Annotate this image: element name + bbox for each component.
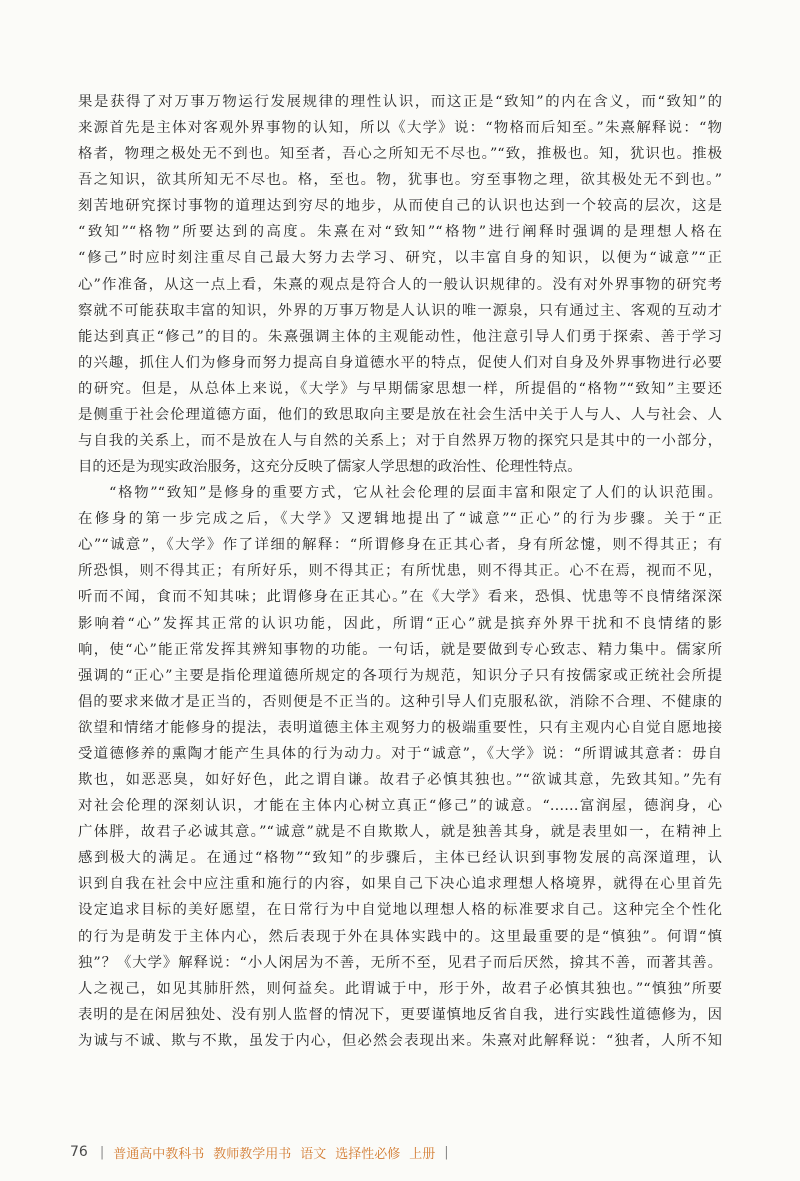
text-line: 心”“诚意”，《大学》作了详细的解释：“所谓修身在正其心者，身有所忿懥，则不得其正；有: [78, 537, 722, 554]
text-line: 影响着“心”发挥其正常的认识功能，因此，所谓“正心”就是摈弃外界干扰和不良情绪的影: [78, 615, 722, 632]
text-line: 能达到真正“修己”的目的。朱熹强调主体的主观能动性，他注意引导人们勇于探索、善于学习: [78, 328, 722, 345]
text-line: 识到自我在社会中应注重和施行的内容，如果自己下决心追求理想人格境界，就得在心里首先: [78, 876, 722, 893]
text-line: 欲望和情绪才能修身的提法，表明道德主体主观努力的极端重要性，只有主观内心自觉自愿地接: [78, 719, 722, 736]
paragraph: [78, 480, 722, 1054]
text-line: 格者，物理之极处无不到也。知至者，吾心之所知无不尽也。”“致，推极也。知，犹识也。推极: [78, 146, 722, 163]
text-line: “修己”时应时刻注重尽自己最大努力去学习、研究，以丰富自身的知识，以便为“诚意”“正: [78, 250, 722, 267]
text-line: 人之视己，如见其肺肝然，则何益矣。此谓诚于中，形于外，故君子必慎其独也。”“慎独”所要: [78, 980, 722, 997]
text-line-paragraph-start: “格物”“致知”是修身的重要方式，它从社会伦理的层面丰富和限定了人们的认识范围。: [109, 485, 722, 502]
text-line: 表明的是在闲居独处、没有别人监督的情况下，更要谨慎地反省自我，进行实践性道德修为，因: [78, 1006, 722, 1023]
text-line: 听而不闻，食而不知其味；此谓修身在正其心。”在《大学》看来，恐惧、忧患等不良情绪深深: [78, 589, 722, 606]
text-line: 的行为是萌发于主体内心，然后表现于外在具体实践中的。这里最重要的是“慎独”。何谓“慎: [78, 928, 722, 945]
page-footer: [70, 1142, 449, 1162]
text-line: 是侧重于社会伦理道德方面，他们的致思取向主要是放在社会生活中关于人与人、人与社会、人: [78, 406, 722, 423]
text-line: 独”？《大学》解释说：“小人闲居为不善，无所不至，见君子而后厌然，揜其不善，而著其善。: [78, 954, 722, 971]
text-line: 所恐惧，则不得其正；有所好乐，则不得其正；有所忧患，则不得其正。心不在焉，视而不见，: [78, 563, 722, 580]
text-line: 心”作准备，从这一点上看，朱熹的观点是符合人的一般认识规律的。没有对外界事物的研究考: [78, 276, 722, 293]
book-title-series: 普通高中教科书: [113, 1146, 205, 1162]
book-title-course: 选择性必修: [335, 1146, 401, 1162]
text-line: 的兴趣，抓住人们为修身而努力提高自身道德水平的特点，促使人们对自身及外界事物进行必要: [78, 354, 722, 371]
text-line: 强调的“正心”主要是指伦理道德所规定的各项行为规范，知识分子只有按儒家或正统社会所提: [78, 667, 722, 684]
text-line: 果是获得了对万事万物运行发展规律的理性认识，而这正是“致知”的内在含义，而“致知”的: [78, 94, 722, 110]
text-body: [78, 89, 722, 1054]
page-number: 76: [70, 1144, 88, 1160]
text-line: 来源首先是主体对客观外界事物的认知，所以《大学》说：“物格而后知至。”朱熹解释说：“物: [78, 120, 722, 137]
text-line: 响，使“心”能正常发挥其辨知事物的功能。一句话，就是要做到专心致志、精力集中。儒家所: [78, 641, 722, 658]
text-line: 与自我的关系上，而不是放在人与自然的关系上；对于自然界万物的探究只是其中的一小部分，: [78, 433, 722, 450]
text-line: 感到极大的满足。在通过“格物”“致知”的步骤后，主体已经认识到事物发展的高深道理，认: [78, 850, 722, 867]
text-line: 察就不可能获取丰富的知识，外界的万事万物是人认识的唯一源泉，只有通过主、客观的互动才: [78, 302, 722, 319]
text-line: 的研究。但是，从总体上来说，《大学》与早期儒家思想一样，所提倡的“格物”“致知”主要还: [78, 380, 722, 397]
text-line: 受道德修养的熏陶才能产生具体的行为动力。对于“诚意”，《大学》说：“所谓诚其意者：毋自: [78, 745, 722, 762]
text-line-continues: 为诚与不诚、欺与不欺，虽发于内心，但必然会表现出来。朱熹对此解释说：“独者，人所不知: [78, 1032, 722, 1049]
paragraph-continued: [78, 89, 722, 480]
text-line-paragraph-end: 目的还是为现实政治服务，这充分反映了儒家人学思想的政治性、伦理性特点。: [78, 459, 582, 476]
book-title-type: 教师教学用书: [213, 1146, 292, 1162]
footer-separator: |: [99, 1144, 105, 1160]
text-line: “致知”“格物”所要达到的高度。朱熹在对“致知”“格物”进行阐释时强调的是理想人格在: [78, 224, 722, 241]
footer-separator: |: [444, 1144, 449, 1160]
text-line: 欺也，如恶恶臭，如好好色，此之谓自谦。故君子必慎其独也。”“欲诚其意，先致其知。”先有: [78, 772, 722, 789]
book-title: [113, 1143, 435, 1162]
text-line: 吾之知识，欲其所知无不尽也。格，至也。物，犹事也。穷至事物之理，欲其极处无不到也。”: [78, 172, 722, 189]
book-title-subject: 语文: [300, 1146, 327, 1162]
text-line: 设定追求目标的美好愿望，在日常行为中自觉地以理想人格的标准要求自己。这种完全个性化: [78, 902, 722, 919]
text-line: 对社会伦理的深刻认识，才能在主体内心树立真正“修己”的诚意。“……富润屋，德润身，心: [78, 798, 722, 815]
text-line: 刻苦地研究探讨事物的道理达到穷尽的地步，从而使自己的认识也达到一个较高的层次，这是: [78, 198, 722, 215]
text-line: 在修身的第一步完成之后，《大学》又逻辑地提出了“诚意”“正心”的行为步骤。关于“正: [78, 511, 722, 528]
text-line: 广体胖，故君子必诚其意。”“诚意”就是不自欺欺人，就是独善其身，就是表里如一，在精神上: [78, 824, 722, 841]
text-line: 倡的要求来做才是正当的，否则便是不正当的。这种引导人们克服私欲，消除不合理、不健康的: [78, 693, 722, 710]
book-title-volume: 上册: [409, 1146, 436, 1162]
